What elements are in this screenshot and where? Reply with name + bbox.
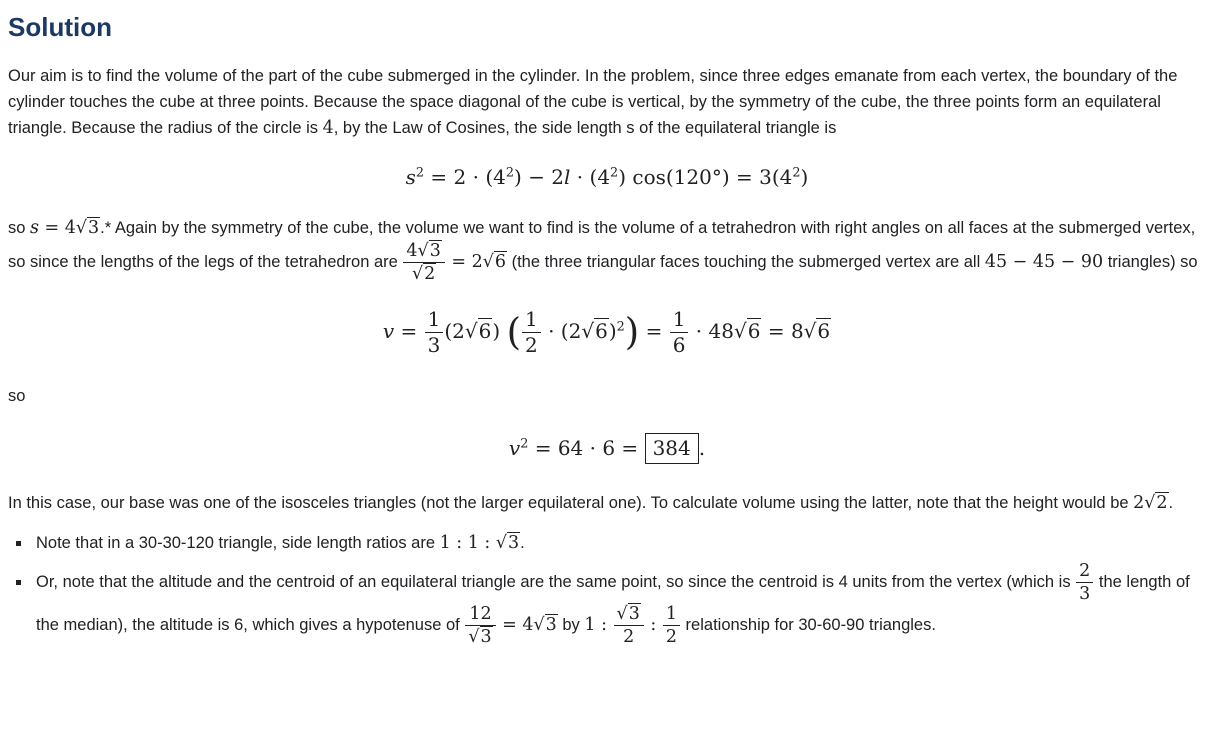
paragraph-intro	[8, 63, 1206, 141]
radical	[465, 318, 492, 343]
boxed-answer: 384	[645, 433, 699, 464]
math-token: = 4	[496, 615, 534, 636]
math-token: · (2	[541, 319, 582, 344]
display-equation-law-of-cosines	[8, 165, 1206, 189]
list-item-30-30-120	[32, 530, 1206, 557]
fraction-numerator: 12	[465, 604, 495, 626]
fraction	[464, 604, 496, 647]
fraction	[1075, 561, 1094, 604]
radical	[581, 318, 608, 343]
math-token: ) − 2	[514, 165, 565, 189]
text-run: relationship for 30-60-90 triangles.	[680, 616, 936, 635]
radical	[734, 318, 761, 343]
fraction	[402, 241, 445, 284]
math-token: (2	[444, 319, 465, 344]
fraction-numerator: 1	[670, 308, 689, 333]
big-close-paren: )	[624, 310, 640, 354]
math-inline	[402, 241, 507, 285]
math-superscript: 2	[505, 165, 515, 181]
fraction-denominator: 3	[1079, 584, 1091, 605]
math-token: .	[698, 436, 706, 461]
radicand: 6	[817, 319, 831, 344]
math-variable: s	[30, 218, 39, 238]
radical-sign: √	[411, 264, 424, 285]
math-token: =	[394, 319, 424, 344]
fraction-numerator: 1	[522, 308, 541, 333]
math-variable: s	[405, 165, 416, 189]
radicand: 3	[545, 615, 557, 636]
radical-sign: √	[581, 319, 595, 344]
radicand: 2	[424, 264, 436, 285]
radical-sign: √	[1144, 493, 1156, 514]
math-superscript: 2	[792, 165, 801, 181]
math-inline	[30, 217, 100, 238]
radical-sign: √	[75, 218, 88, 238]
paragraph-so	[8, 383, 1206, 409]
math-token: = 4	[39, 218, 76, 238]
fraction-denominator: 6	[672, 333, 686, 358]
text-run: triangles) so	[1103, 253, 1198, 272]
radicand: 6	[595, 319, 608, 344]
paragraph-tetrahedron	[8, 215, 1206, 284]
math-token: · (4	[570, 165, 611, 189]
radicand: 6	[478, 319, 492, 344]
radicand: 2	[1156, 493, 1168, 514]
radical-sign: √	[616, 604, 628, 625]
radicand: 3	[480, 627, 492, 648]
radicand: 6	[747, 319, 761, 344]
radical	[418, 240, 442, 261]
math-token: 1 :	[584, 615, 613, 636]
fraction-denominator	[403, 263, 444, 284]
math-token: 45 − 45 − 90	[984, 252, 1104, 273]
radical-sign: √	[495, 533, 508, 554]
text-run: , by the Law of Cosines, the side length s of the equilateral triangle is	[333, 119, 837, 137]
text-run: Our aim is to find the volume of the part of the cube submerged in the cylinder. In the problem, since three edges emanate from each vertex, the boundary of the cylinder touches the cube at three points. Because the space diagonal of the cube is vertical, by the symmetry of the cube, the three points form an equilateral triangle. Because the radius of the circle is	[8, 67, 1178, 137]
paragraph-base-note	[8, 490, 1206, 516]
math-superscript: 2	[610, 165, 619, 181]
fraction-denominator: 2	[623, 627, 635, 648]
radical	[496, 532, 520, 553]
radicand: 3	[429, 241, 441, 261]
radical	[468, 626, 492, 647]
radical	[483, 251, 507, 272]
fraction-numerator	[403, 241, 444, 263]
fraction-numerator: 1	[425, 308, 444, 333]
math-inline	[1075, 561, 1094, 605]
notes-list	[32, 530, 1206, 647]
math-inline	[464, 604, 557, 648]
math-token: )	[608, 319, 617, 344]
math-inline	[1133, 492, 1168, 513]
radical	[804, 318, 831, 343]
radicand: 6	[494, 252, 506, 273]
text-run: (the three triangular faces touching the submerged vertex are all	[507, 253, 985, 272]
radical-sign: √	[803, 319, 817, 344]
text-run: .	[1168, 494, 1174, 513]
radical	[534, 614, 558, 635]
fraction-denominator	[465, 626, 495, 647]
big-open-paren: (	[506, 310, 521, 354]
radical	[617, 603, 641, 624]
radicand: 3	[88, 218, 100, 238]
radical	[412, 263, 436, 284]
list-item-centroid	[32, 561, 1206, 647]
text-run: .	[520, 534, 525, 553]
text-run: so	[8, 387, 26, 406]
math-token: = 64 · 6 =	[528, 436, 645, 461]
math-token: :	[644, 615, 662, 636]
math-token: 4	[406, 241, 418, 261]
math-variable: v	[382, 319, 395, 344]
math-superscript: 2	[616, 319, 625, 335]
math-token: = 8	[761, 319, 804, 344]
math-token: 2	[1133, 493, 1145, 514]
math-token: =	[639, 319, 669, 344]
math-inline	[584, 604, 681, 648]
math-token: )	[492, 319, 507, 344]
math-token: = 2 · (4	[424, 165, 506, 189]
math-token: )	[800, 165, 809, 189]
radicand: 3	[628, 604, 640, 625]
fraction	[613, 604, 645, 647]
radical-sign: √	[464, 319, 478, 344]
fraction-numerator	[614, 604, 644, 626]
math-superscript: 2	[415, 165, 425, 181]
math-inline	[440, 532, 521, 553]
text-run: Or, note that the altitude and the centroid of an equilateral triangle are the same point, so since the centroid is 4 units from the vertex (which is	[36, 573, 1076, 592]
radical-sign: √	[482, 252, 494, 273]
math-variable: v	[508, 436, 521, 461]
radical	[76, 217, 100, 238]
math-token: · 48	[689, 319, 734, 344]
radical-sign: √	[533, 615, 545, 636]
radical	[1144, 492, 1168, 513]
fraction-numerator: 2	[1076, 561, 1093, 583]
fraction	[662, 604, 681, 647]
text-run: .* Again by the symmetry of the cube, the volume we want to find is the volume of a tetrahedron with right angles on all faces at the submerged vertex, so since the lengths of the legs of the tetrahedron are	[8, 219, 1196, 272]
math-token: ) cos(120°) = 3(4	[618, 165, 793, 189]
fraction-denominator: 2	[665, 627, 677, 648]
display-equation-answer	[8, 433, 1206, 464]
fraction-denominator: 3	[427, 333, 441, 358]
page-title: Solution	[8, 12, 112, 42]
math-token: 1 : 1 :	[439, 533, 496, 554]
display-equation-volume	[8, 308, 1206, 357]
radical-sign: √	[417, 241, 429, 261]
text-run: Note that in a 30-30-120 triangle, side length ratios are	[36, 534, 440, 553]
math-token: 4	[322, 118, 334, 138]
fraction	[521, 308, 542, 357]
text-run: by	[557, 616, 585, 635]
math-token: = 2	[445, 252, 483, 273]
fraction	[424, 308, 445, 357]
radicand: 3	[508, 533, 520, 554]
text-run: so	[8, 219, 31, 237]
radical-sign: √	[733, 319, 747, 344]
text-run: the length of the median), the altitude is 6, which gives a hypotenuse of	[36, 573, 1190, 635]
radical-sign: √	[468, 627, 480, 648]
fraction-denominator: 2	[525, 333, 538, 358]
fraction	[669, 308, 690, 357]
math-superscript: 2	[520, 436, 529, 452]
fraction-numerator: 1	[663, 604, 680, 626]
math-variable: l	[564, 165, 571, 189]
text-run: In this case, our base was one of the isosceles triangles (not the larger equilateral one). To calculate volume using the latter, note that the height would be	[8, 494, 1134, 513]
